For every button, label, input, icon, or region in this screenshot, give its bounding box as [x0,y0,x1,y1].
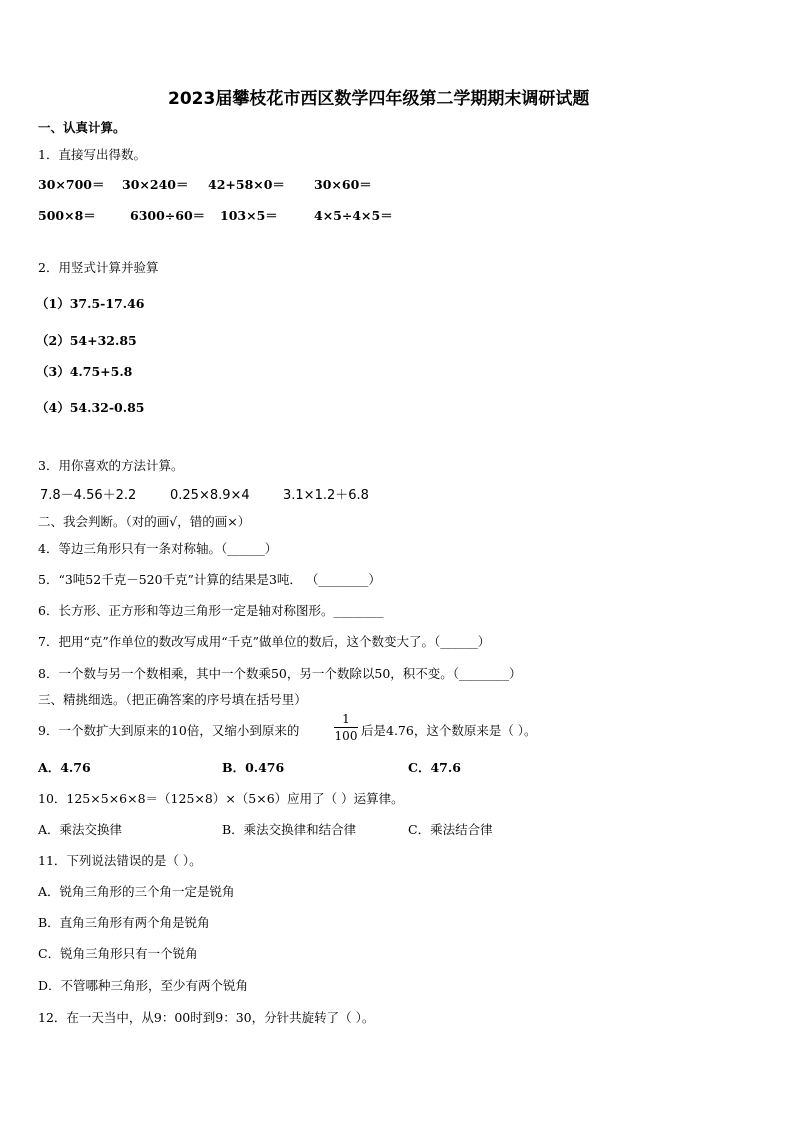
q2-item: （1）37.5-17.46 [36,296,145,311]
q1-item: 6300÷60＝ [130,208,206,223]
q1-item: 103×5＝ [220,208,278,223]
question-5: 5．“3吨52千克－520千克”计算的结果是3吨． （________） [38,572,381,587]
question-2-stem: 2．用竖式计算并验算 [38,260,159,275]
question-3-stem: 3．用你喜欢的方法计算。 [38,458,184,473]
q9-option: A．4.76 [38,760,91,775]
q3-expression: 0.25×8.9×4 [170,488,250,503]
q10-option: A．乘法交换律 [38,822,123,837]
page-title: 2023届攀枝花市西区数学四年级第二学期期末调研试题 [168,89,590,109]
section-2-heading: 二、我会判断。（对的画√，错的画×） [38,514,251,529]
q3-expression: 7.8－4.56＋2.2 [40,488,137,503]
question-7: 7．把用“克”作单位的数改写成用“千克”做单位的数后，这个数变大了。（______） [38,634,491,649]
question-10-stem: 10．125×5×6×8＝（125×8）×（5×6）应用了（ ）运算律。 [38,791,404,806]
q11-option: C．锐角三角形只有一个锐角 [38,946,198,961]
q2-item: （3）4.75+5.8 [36,364,133,379]
q9-fraction-denominator: 100 [334,729,358,743]
fraction-bar [334,727,358,728]
q1-item: 30×240＝ [122,177,189,192]
q9-fraction [334,713,358,742]
question-9-stem-end: 后是4.76，这个数原来是（ ）。 [361,723,537,738]
q11-option: B．直角三角形有两个角是锐角 [38,915,210,930]
question-8: 8．一个数与另一个数相乘，其中一个数乘50，另一个数除以50，积不变。（________） [38,666,522,681]
question-4: 4．等边三角形只有一条对称轴。（______） [38,541,278,556]
q3-expression: 3.1×1.2＋6.8 [283,488,369,503]
q1-item: 30×60＝ [314,177,372,192]
q10-option: C．乘法结合律 [408,822,493,837]
question-6: 6．长方形、正方形和等边三角形一定是轴对称图形。________ [38,603,384,618]
question-9-stem-start: 9．一个数扩大到原来的10倍，又缩小到原来的 [38,723,300,738]
q2-item: （2）54+32.85 [36,333,137,348]
section-1-heading: 一、认真计算。 [38,120,126,135]
section-3-heading: 三、精挑细选。（把正确答案的序号填在括号里） [38,692,307,707]
q9-option: C．47.6 [408,760,461,775]
q1-item: 500×8＝ [38,208,96,223]
question-1-stem: 1．直接写出得数。 [38,147,146,162]
question-12: 12．在一天当中，从9：00时到9：30，分针共旋转了（ ）。 [38,1010,375,1025]
q1-item: 42+58×0＝ [208,177,285,192]
q1-item: 4×5÷4×5＝ [314,208,393,223]
q10-option: B．乘法交换律和结合律 [222,822,357,837]
q9-fraction-numerator: 1 [342,712,350,726]
q2-item: （4）54.32-0.85 [36,400,145,415]
question-11-stem: 11．下列说法错误的是（ ）。 [38,853,202,868]
q11-option: A．锐角三角形的三个角一定是锐角 [38,884,235,899]
q11-option: D．不管哪种三角形，至少有两个锐角 [38,978,249,993]
q1-item: 30×700＝ [38,177,105,192]
q9-option: B．0.476 [222,760,285,775]
